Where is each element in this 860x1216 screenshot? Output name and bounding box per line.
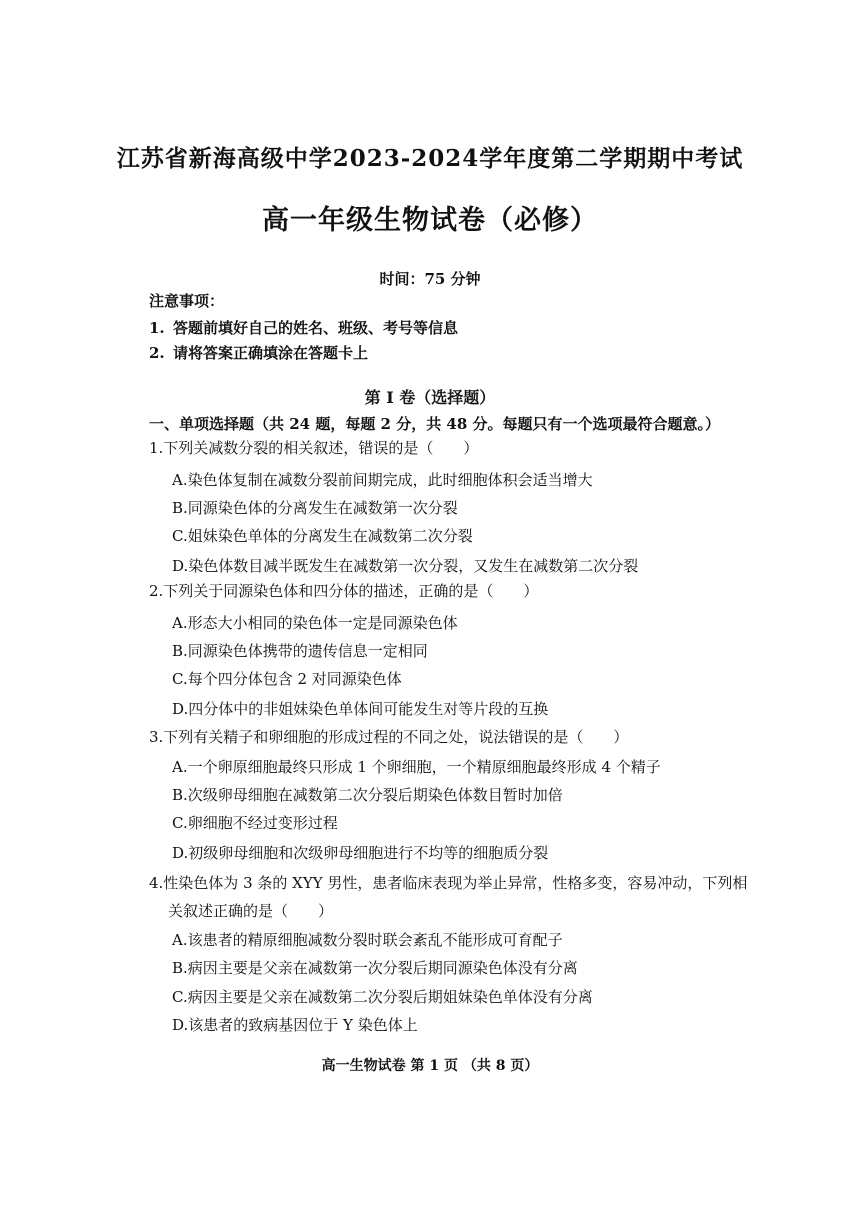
question-3-option-b: B.次级卵母细胞在减数第二次分裂后期染色体数目暂时加倍	[172, 786, 563, 804]
note-number: 2.	[149, 344, 165, 362]
question-4-option-a: A.该患者的精原细胞减数分裂时联会紊乱不能形成可育配子	[172, 931, 563, 949]
school-exam-title: 江苏省新海高级中学2023-2024学年度第二学期期中考试	[116, 145, 744, 172]
note-item	[149, 317, 458, 338]
question-4-option-d: D.该患者的致病基因位于 Y 染色体上	[172, 1016, 418, 1034]
question-1-option-d: D.染色体数目减半既发生在减数第一次分裂，又发生在减数第二次分裂	[172, 557, 639, 575]
question-3-option-c: C.卵细胞不经过变形过程	[172, 814, 338, 832]
note-text: 答题前填好自己的姓名、班级、考号等信息	[173, 319, 459, 337]
question-2-option-a: A.形态大小相同的染色体一定是同源染色体	[172, 614, 458, 632]
note-text: 请将答案正确填涂在答题卡上	[173, 344, 369, 362]
exam-time: 时间：75 分钟	[379, 270, 481, 288]
question-3-option-a: A.一个卵原细胞最终只形成 1 个卵细胞，一个精原细胞最终形成 4 个精子	[172, 758, 661, 776]
page-footer: 高一生物试卷 第 1 页 （共 8 页）	[321, 1058, 539, 1074]
question-4-stem: 4.性染色体为 3 条的 XYY 男性，患者临床表现为举止异常，性格多变，容易冲动，下列相	[149, 874, 748, 892]
paper-title: 高一年级生物试卷（必修）	[262, 205, 598, 236]
question-2-option-c: C.每个四分体包含 2 对同源染色体	[172, 670, 402, 688]
question-2-option-d: D.四分体中的非姐妹染色单体间可能发生对等片段的互换	[172, 700, 549, 718]
question-4-stem-continued: 关叙述正确的是（ ）	[168, 902, 334, 920]
section-heading: 一、单项选择题（共 24 题，每题 2 分，共 48 分。每题只有一个选项最符合题意。）	[149, 415, 721, 433]
notes-heading: 注意事项：	[149, 292, 225, 310]
question-1-stem: 1.下列关减数分裂的相关叙述，错误的是（ ）	[149, 439, 479, 457]
note-number: 1.	[149, 319, 165, 337]
question-2-stem: 2.下列关于同源染色体和四分体的描述，正确的是（ ）	[149, 582, 539, 600]
question-4-option-c: C.病因主要是父亲在减数第二次分裂后期姐妹染色单体没有分离	[172, 988, 593, 1006]
question-1-option-a: A.染色体复制在减数分裂前间期完成，此时细胞体积会适当增大	[172, 471, 593, 489]
question-1-option-b: B.同源染色体的分离发生在减数第一次分裂	[172, 499, 458, 517]
part-title: 第 I 卷（选择题）	[364, 388, 496, 407]
question-4-option-b: B.病因主要是父亲在减数第一次分裂后期同源染色体没有分离	[172, 959, 578, 977]
question-3-stem: 3.下列有关精子和卵细胞的形成过程的不同之处，说法错误的是（ ）	[149, 728, 629, 746]
question-3-option-d: D.初级卵母细胞和次级卵母细胞进行不均等的细胞质分裂	[172, 844, 549, 862]
note-item	[149, 342, 368, 363]
question-2-option-b: B.同源染色体携带的遗传信息一定相同	[172, 642, 428, 660]
question-1-option-c: C.姐妹染色单体的分离发生在减数第二次分裂	[172, 527, 473, 545]
